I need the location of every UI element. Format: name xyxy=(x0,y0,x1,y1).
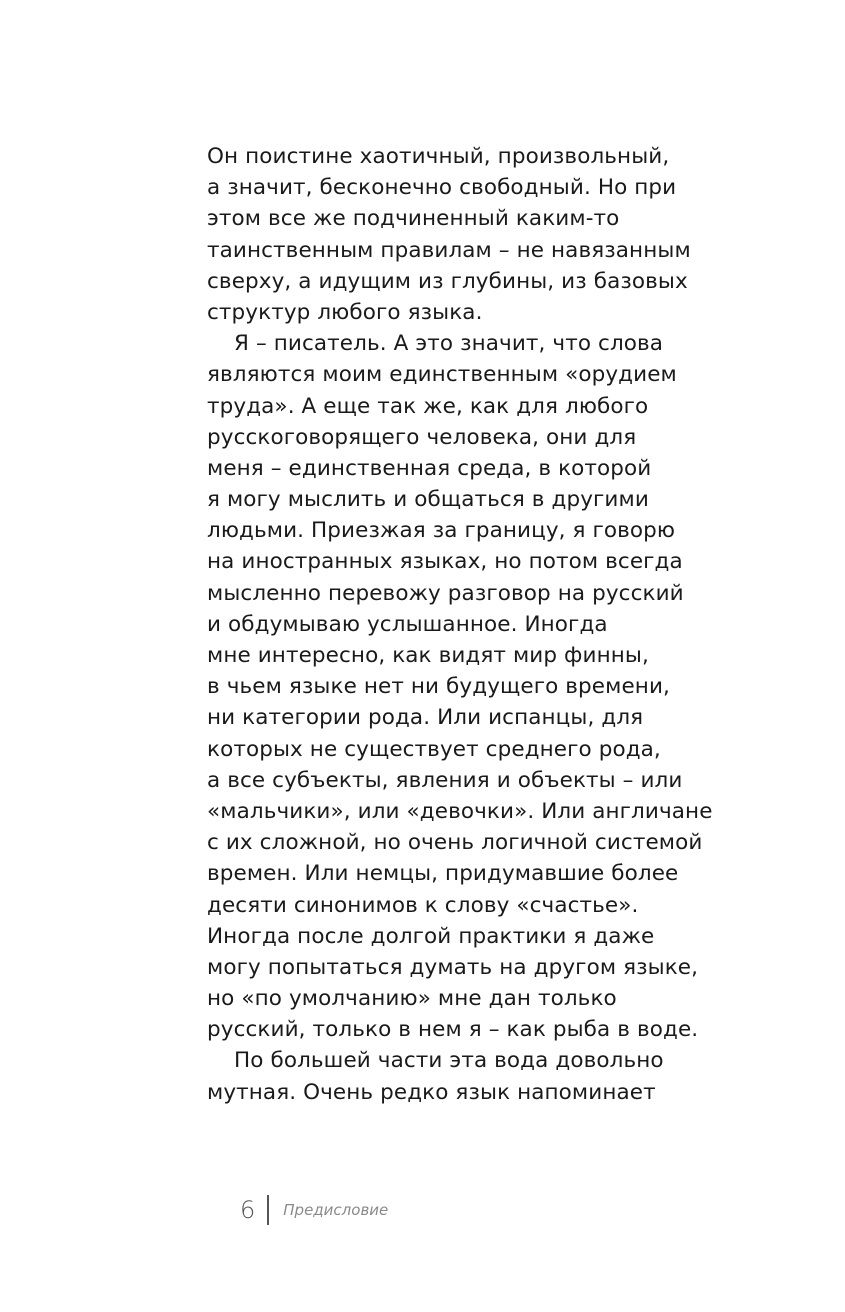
text-line: меня – единственная среда, в которой xyxy=(207,455,652,481)
page-number: 6 xyxy=(240,1196,256,1224)
text-line: с их сложной, но очень логичной системой xyxy=(207,830,703,856)
text-line: труда». А еще так же, как для любого xyxy=(207,393,649,419)
text-line: По большей части эта вода довольно xyxy=(234,1048,664,1074)
text-line: мне интересно, как видят мир финны, xyxy=(207,643,649,668)
text-line: «мальчики», или «девочки». Или англичане xyxy=(207,798,713,824)
section-title: Предисловие xyxy=(283,1201,389,1219)
text-line: этом все же подчиненный каким-то xyxy=(207,206,620,232)
text-line: сверху, а идущим из глубины, из базовых xyxy=(207,268,688,294)
text-line: Я – писатель. А это значит, что слова xyxy=(234,331,664,357)
text-line: ни категории рода. Или испанцы, для xyxy=(207,705,644,731)
page-footer xyxy=(240,1190,388,1230)
text-line: таинственным правилам – не навязанным xyxy=(207,237,691,263)
body-text xyxy=(207,141,727,1108)
text-line: я могу мыслить и общаться в другими xyxy=(207,487,649,513)
text-line: мутная. Очень редко язык напоминает xyxy=(207,1079,656,1105)
text-line: в чьем языке нет ни будущего времени, xyxy=(207,674,670,700)
text-line: русскоговорящего человека, они для xyxy=(207,424,637,450)
text-line: десяти синонимов к слову «счастье». xyxy=(207,892,639,918)
footer-divider xyxy=(267,1195,269,1225)
text-line: на иностранных языках, но потом всегда xyxy=(207,549,683,575)
text-line: и обдумываю услышанное. Иногда xyxy=(207,611,608,637)
text-line: но «по умолчанию» мне дан только xyxy=(207,986,617,1012)
text-line: являются моим единственным «орудием xyxy=(207,362,677,388)
text-line: а все субъекты, явления и объекты – или xyxy=(207,767,683,793)
text-line: людьми. Приезжая за границу, я говорю xyxy=(207,518,676,544)
text-line: русский, только в нем я – как рыба в воде. xyxy=(207,1017,699,1043)
text-line: Он поистине хаотичный, произвольный, xyxy=(207,144,670,169)
text-line: Иногда после долгой практики я даже xyxy=(207,923,655,949)
text-line: структур любого языка. xyxy=(207,299,483,325)
text-line: времен. Или немцы, придумавшие более xyxy=(207,861,679,887)
text-line: могу попытаться думать на другом языке, xyxy=(207,954,699,980)
text-line: мысленно перевожу разговор на русский xyxy=(207,580,684,606)
text-line: а значит, бесконечно свободный. Но при xyxy=(207,175,677,201)
text-line: которых не существует среднего рода, xyxy=(207,736,661,762)
